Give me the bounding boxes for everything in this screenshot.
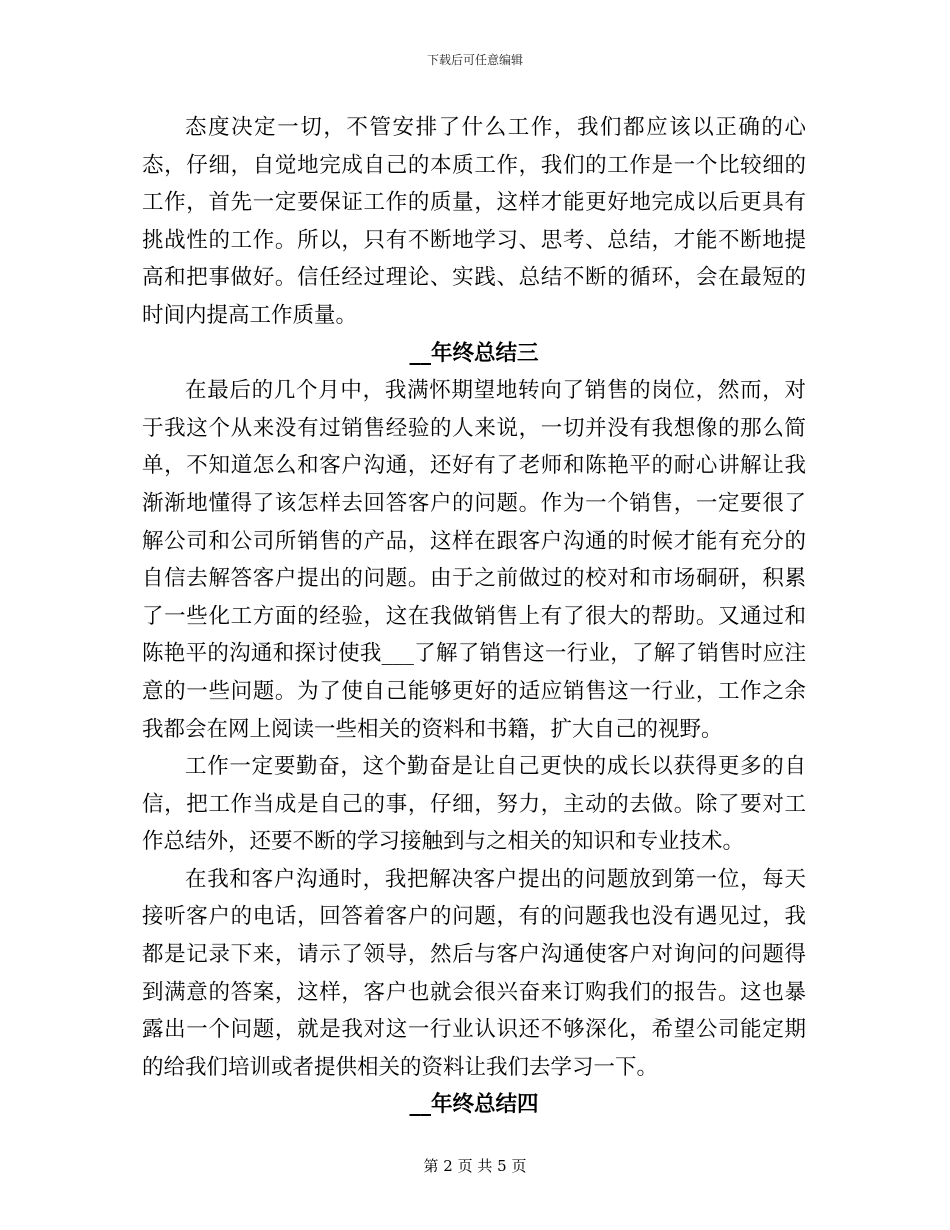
section-heading-summary-four: __年终总结四: [409, 1092, 539, 1118]
paragraph-customer-communication: 在我和客户沟通时，我把解决客户提出的问题放到第一位，每天接听客户的电话，回答着客户的问题，有的问题我也没有遇见过，我都是记录下来，请示了领导，然后与客户沟通使客户对询问的问题得到满意的答案，这样，客户也就会很兴奋来订购我们的报告。这也暴露出一个问题，就是我对这一行业认识还不够深化，希望公司能定期的给我们培训或者提供相关的资料让我们去学习一下。: [142, 866, 806, 1080]
page-header: 下载后可任意编辑: [426, 53, 523, 67]
section-heading-summary-three: __年终总结三: [409, 340, 539, 366]
page-number-footer: 第 2 页 共 5 页: [423, 1157, 527, 1175]
paragraph-sales-transition: 在最后的几个月中，我满怀期望地转向了销售的岗位，然而，对于我这个从来没有过销售经验的人来说，一切并没有我想像的那么简单，不知道怎么和客户沟通，还好有了老师和陈艳平的耐心讲解让我渐渐地懂得了该怎样去回答客户的问题。作为一个销售，一定要很了解公司和公司所销售的产品，这样在跟客户沟通的时候才能有充分的自信去解答客户提出的问题。由于之前做过的校对和市场硐研，积累了一些化工方面的经验，这在我做销售上有了很大的帮助。又通过和陈艳平的沟通和探讨使我___了解了销售这一行业，了解了销售时应注意的一些问题。为了使自己能够更好的适应销售这一行业，工作之余我都会在网上阅读一些相关的资料和书籍，扩大自己的视野。: [142, 378, 806, 742]
paragraph-attitude: 态度决定一切，不管安排了什么工作，我们都应该以正确的心态，仔细，自觉地完成自己的本质工作，我们的工作是一个比较细的工作，首先一定要保证工作的质量，这样才能更好地完成以后更具有挑战性的工作。所以，只有不断地学习、思考、总结，才能不断地提高和把事做好。信任经过理论、实践、总结不断的循环，会在最短的时间内提高工作质量。: [142, 115, 806, 328]
document-body: [142, 109, 806, 1124]
paragraph-diligence: 工作一定要勤奋，这个勤奋是让自己更快的成长以获得更多的自信，把工作当成是自己的事，仔细，努力，主动的去做。除了要对工作总结外，还要不断的学习接触到与之相关的知识和专业技术。: [142, 754, 806, 855]
